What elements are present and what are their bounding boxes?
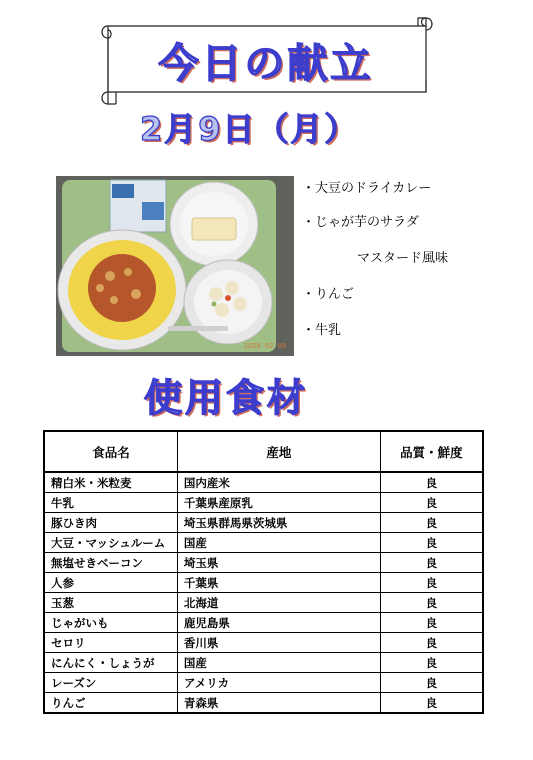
cell-food: 無塩せきベーコン (44, 553, 177, 573)
cell-food: 玉葱 (44, 593, 177, 613)
table-row (44, 693, 483, 714)
ingredients-table (43, 430, 484, 714)
cell-food: 人参 (44, 573, 177, 593)
cell-quality: 良 (380, 493, 483, 513)
menu-item-curry: ・大豆のドライカレー (302, 181, 432, 196)
cell-food: レーズン (44, 673, 177, 693)
table-header-row (44, 431, 483, 472)
cell-quality: 良 (380, 472, 483, 493)
table-row (44, 633, 483, 653)
cell-origin: 埼玉県 (177, 553, 380, 573)
table-row (44, 513, 483, 533)
cell-quality: 良 (380, 553, 483, 573)
lunch-photo (56, 176, 294, 356)
menu-date: 2月9日（月） (140, 110, 359, 148)
header-food-name: 食品名 (44, 431, 177, 472)
lunch-tray-illustration (56, 176, 294, 356)
cell-quality: 良 (380, 533, 483, 553)
table-row (44, 553, 483, 573)
header-origin: 産地 (177, 431, 380, 472)
page-title: 今日の献立 (158, 41, 374, 87)
photo-timestamp: 2026 02 09 (243, 342, 286, 350)
ingredients-heading: 使用食材 (144, 376, 309, 420)
cell-origin: 千葉県産原乳 (177, 493, 380, 513)
cell-food: にんにく・しょうが (44, 653, 177, 673)
cell-origin: 埼玉県群馬県茨城県 (177, 513, 380, 533)
cell-quality: 良 (380, 653, 483, 673)
cell-origin: アメリカ (177, 673, 380, 693)
menu-item-milk: ・牛乳 (302, 323, 342, 338)
cell-origin: 鹿児島県 (177, 613, 380, 633)
cell-quality: 良 (380, 673, 483, 693)
cell-food: 大豆・マッシュルーム (44, 533, 177, 553)
table-row (44, 653, 483, 673)
table-row (44, 533, 483, 553)
menu-item-apple: ・りんご (302, 287, 355, 302)
title-banner (96, 14, 436, 106)
cell-origin: 千葉県 (177, 573, 380, 593)
table-row (44, 613, 483, 633)
cell-food: りんご (44, 693, 177, 714)
table-row (44, 493, 483, 513)
cell-food: 牛乳 (44, 493, 177, 513)
table-row (44, 573, 483, 593)
cell-quality: 良 (380, 693, 483, 714)
cell-origin: 香川県 (177, 633, 380, 653)
cell-origin: 青森県 (177, 693, 380, 714)
cell-quality: 良 (380, 593, 483, 613)
cell-food: 精白米・米粒麦 (44, 472, 177, 493)
table-row (44, 472, 483, 493)
cell-quality: 良 (380, 633, 483, 653)
cell-origin: 北海道 (177, 593, 380, 613)
cell-origin: 国産 (177, 653, 380, 673)
table-row (44, 673, 483, 693)
header-quality: 品質・鮮度 (380, 431, 483, 472)
cell-food: セロリ (44, 633, 177, 653)
ingredients-table-wrapper (43, 430, 484, 714)
cell-quality: 良 (380, 513, 483, 533)
cell-origin: 国内産米 (177, 472, 380, 493)
cell-food: 豚ひき肉 (44, 513, 177, 533)
table-row (44, 593, 483, 613)
cell-origin: 国産 (177, 533, 380, 553)
cell-quality: 良 (380, 573, 483, 593)
cell-quality: 良 (380, 613, 483, 633)
menu-item-potato-salad: ・じゃが芋のサラダ (302, 215, 419, 230)
menu-item-salad-note: マスタード風味 (357, 251, 449, 266)
cell-food: じゃがいも (44, 613, 177, 633)
